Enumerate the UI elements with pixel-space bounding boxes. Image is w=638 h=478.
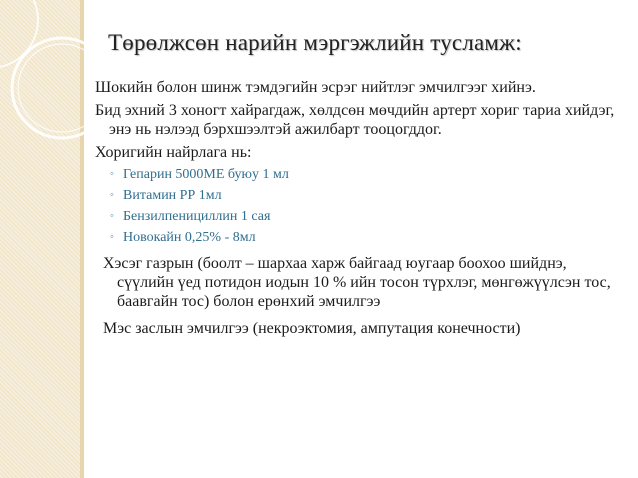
list-item — [95, 166, 625, 183]
paragraph-shock-treatment: Шокийн болон шинж тэмдэгийн эсрэг нийтлэг эмчилгээг хийнэ. — [95, 79, 536, 96]
paragraph-composition-heading: Хоригийн найрлага нь: — [95, 144, 252, 161]
list-item — [95, 208, 625, 225]
paragraph-local-treatment: Хэсэг газрын (боолт – шархаа харж байгаад юугаар боохоо шийднэ, сүүлийн үед потидон иодын 10 % ийн тосон түрхлэг, мөнгөжүүлсэн тос, баавгайн тос) болон ерөнхий эмчилгээ — [103, 255, 611, 310]
list-item — [95, 187, 625, 204]
bullet-marker: ◦ — [110, 210, 114, 222]
slide-content — [95, 78, 625, 338]
bullet-marker: ◦ — [110, 168, 114, 180]
list-item-text: Витамин РР 1мл — [123, 188, 222, 203]
paragraph-artery-injection: Бид эхний 3 хоногт хайрагдаж, хөлдсөн мөчдийн артерт хориг тариа хийдэг, энэ нь нэлээд бэрхшээлтэй ажилбарт тооцогддог. — [95, 102, 615, 138]
bullet-marker: ◦ — [110, 189, 114, 201]
bullet-marker: ◦ — [110, 231, 114, 243]
list-item-text: Гепарин 5000МЕ буюу 1 мл — [123, 167, 289, 182]
slide-title: Төрөлжсөн нарийн мэргэжлийн тусламж: — [108, 30, 522, 55]
list-item — [95, 229, 625, 246]
paragraph-surgical-treatment: Мэс заслын эмчилгээ (некроэктомия, ампутация конечности) — [103, 320, 521, 337]
list-item-text: Новокайн 0,25% - 8мл — [123, 230, 256, 245]
list-item-text: Бензилпенициллин 1 сая — [123, 209, 271, 224]
